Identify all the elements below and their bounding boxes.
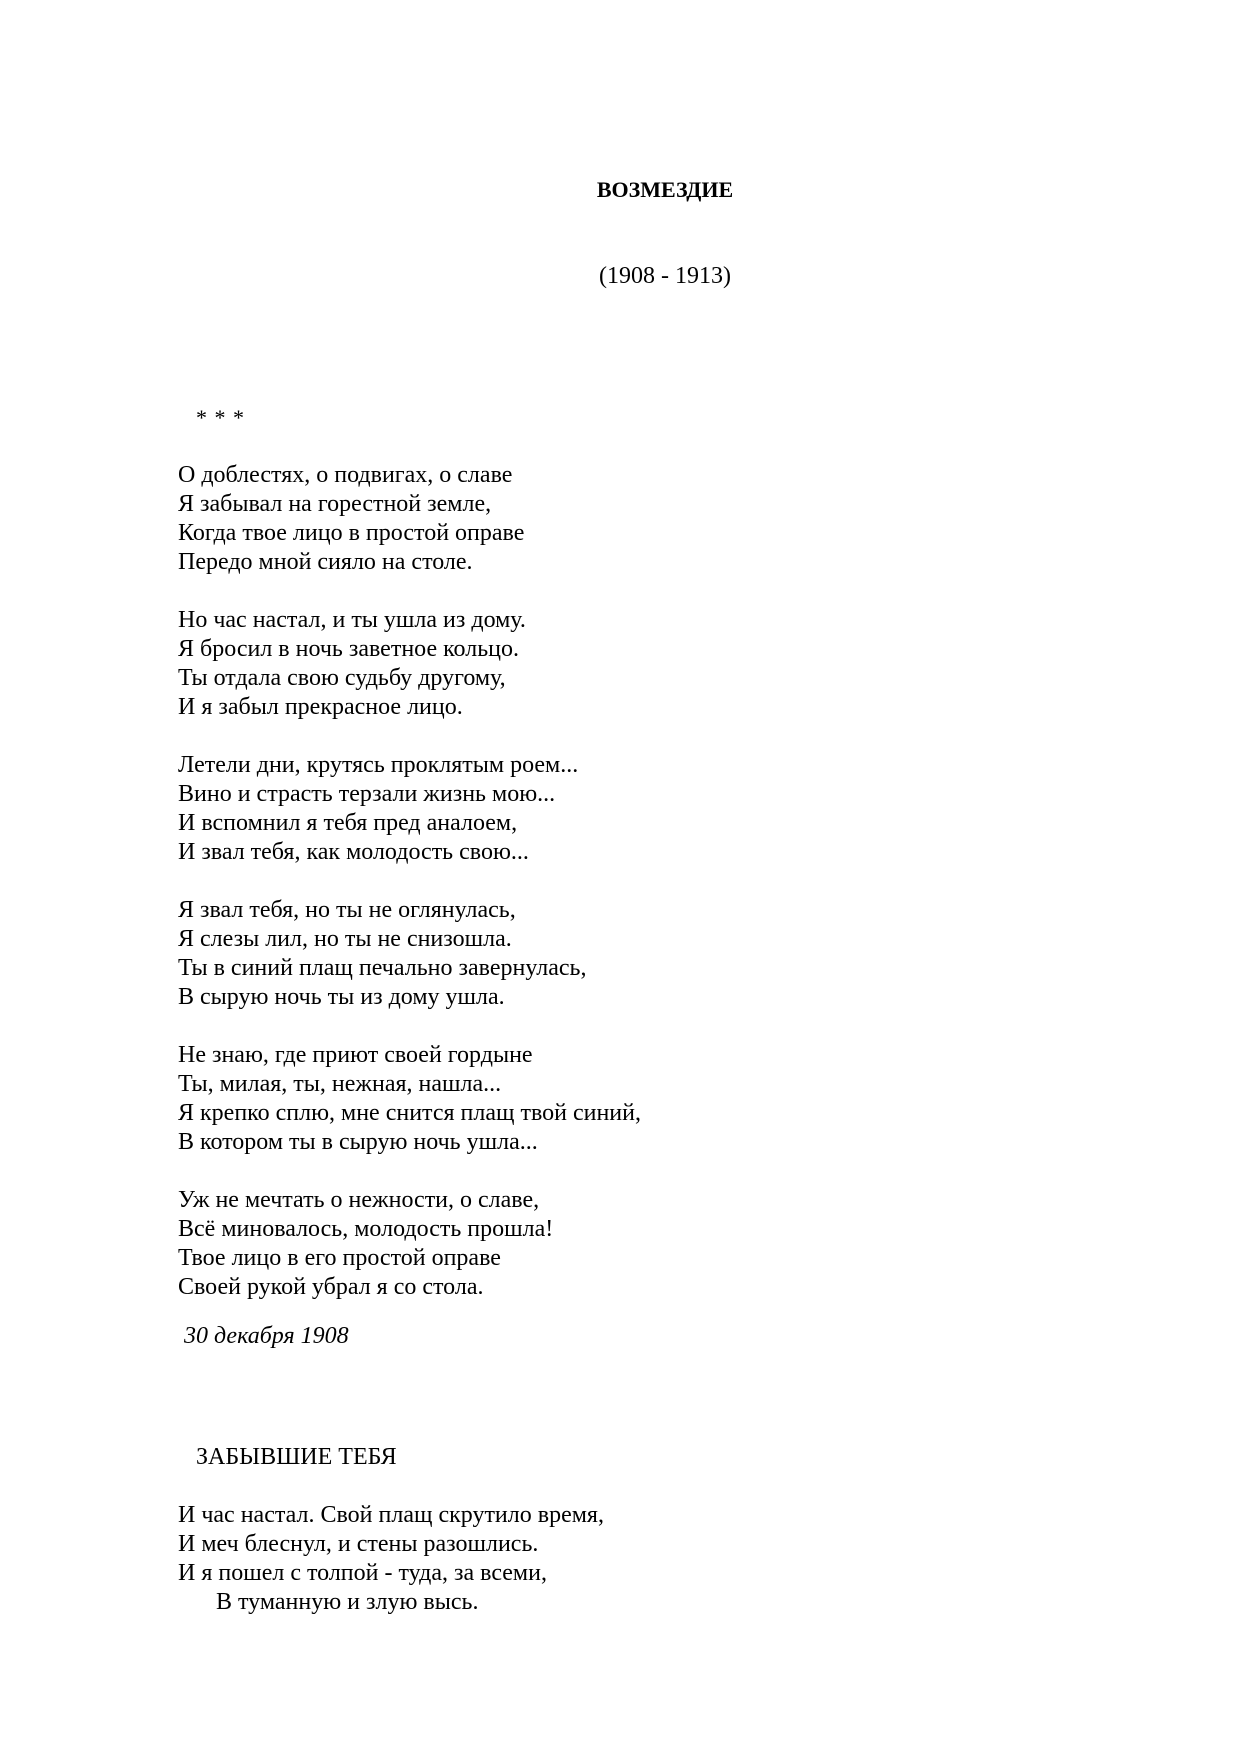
poem-line: Но час настал, и ты ушла из дому. — [178, 607, 526, 633]
poem-date: 30 декабря 1908 — [184, 1323, 349, 1349]
book-years: (1908 - 1913) — [599, 263, 731, 289]
poem-line: Я крепко сплю, мне снится плащ твой синий, — [178, 1100, 641, 1126]
poem-title: ЗАБЫВШИЕ ТЕБЯ — [196, 1444, 397, 1470]
poem-heading-stars: * * * — [196, 405, 245, 430]
poem-line: Я забывал на горестной земле, — [178, 491, 492, 517]
poem-line: Ты отдала свою судьбу другому, — [178, 665, 506, 691]
stanza — [178, 606, 1078, 722]
poem-line: Твое лицо в его простой оправе — [178, 1245, 501, 1271]
poem-line: Когда твое лицо в простой оправе — [178, 520, 525, 546]
poem-line: Передо мной сияло на столе. — [178, 549, 473, 575]
stanza — [178, 1041, 1078, 1157]
stanza — [178, 896, 1078, 1012]
poem-line: И меч блеснул, и стены разошлись. — [178, 1531, 539, 1557]
poem-line: Всё миновалось, молодость прошла! — [178, 1216, 554, 1242]
poem-body — [178, 1501, 1078, 1617]
poem-line: В туманную и злую высь. — [216, 1589, 479, 1615]
poem-line: И я пошел с толпой - туда, за всеми, — [178, 1560, 547, 1586]
poem-line: Уж не мечтать о нежности, о славе, — [178, 1187, 540, 1213]
poem-line: И вспомнил я тебя пред аналоем, — [178, 810, 518, 836]
stanza — [178, 461, 1078, 577]
stanza — [178, 751, 1078, 867]
poem-line: Я бросил в ночь заветное кольцо. — [178, 636, 520, 662]
poem-line: И я забыл прекрасное лицо. — [178, 694, 463, 720]
poem-line: Ты в синий плащ печально завернулась, — [178, 955, 587, 981]
poem-line: И час настал. Свой плащ скрутило время, — [178, 1502, 604, 1528]
poem-line: Летели дни, крутясь проклятым роем... — [178, 752, 579, 778]
book-title: ВОЗМЕЗДИЕ — [596, 177, 734, 202]
poem-line: Я слезы лил, но ты не снизошла. — [178, 926, 512, 952]
stanza — [178, 1186, 1078, 1302]
poem-line: В сырую ночь ты из дому ушла. — [178, 984, 505, 1010]
poem-line: Вино и страсть терзали жизнь мою... — [178, 781, 556, 807]
poem-line: О доблестях, о подвигах, о славе — [178, 462, 513, 488]
poem-line: Не знаю, где приют своей гордыне — [178, 1042, 533, 1068]
poem-line: В котором ты в сырую ночь ушла... — [178, 1129, 538, 1155]
poem-line: Своей рукой убрал я со стола. — [178, 1274, 484, 1300]
poem-line: Я звал тебя, но ты не оглянулась, — [178, 897, 516, 923]
poem-line: Ты, милая, ты, нежная, нашла... — [178, 1071, 502, 1097]
poem-line: И звал тебя, как молодость свою... — [178, 839, 529, 865]
poem-body — [178, 461, 1078, 1331]
